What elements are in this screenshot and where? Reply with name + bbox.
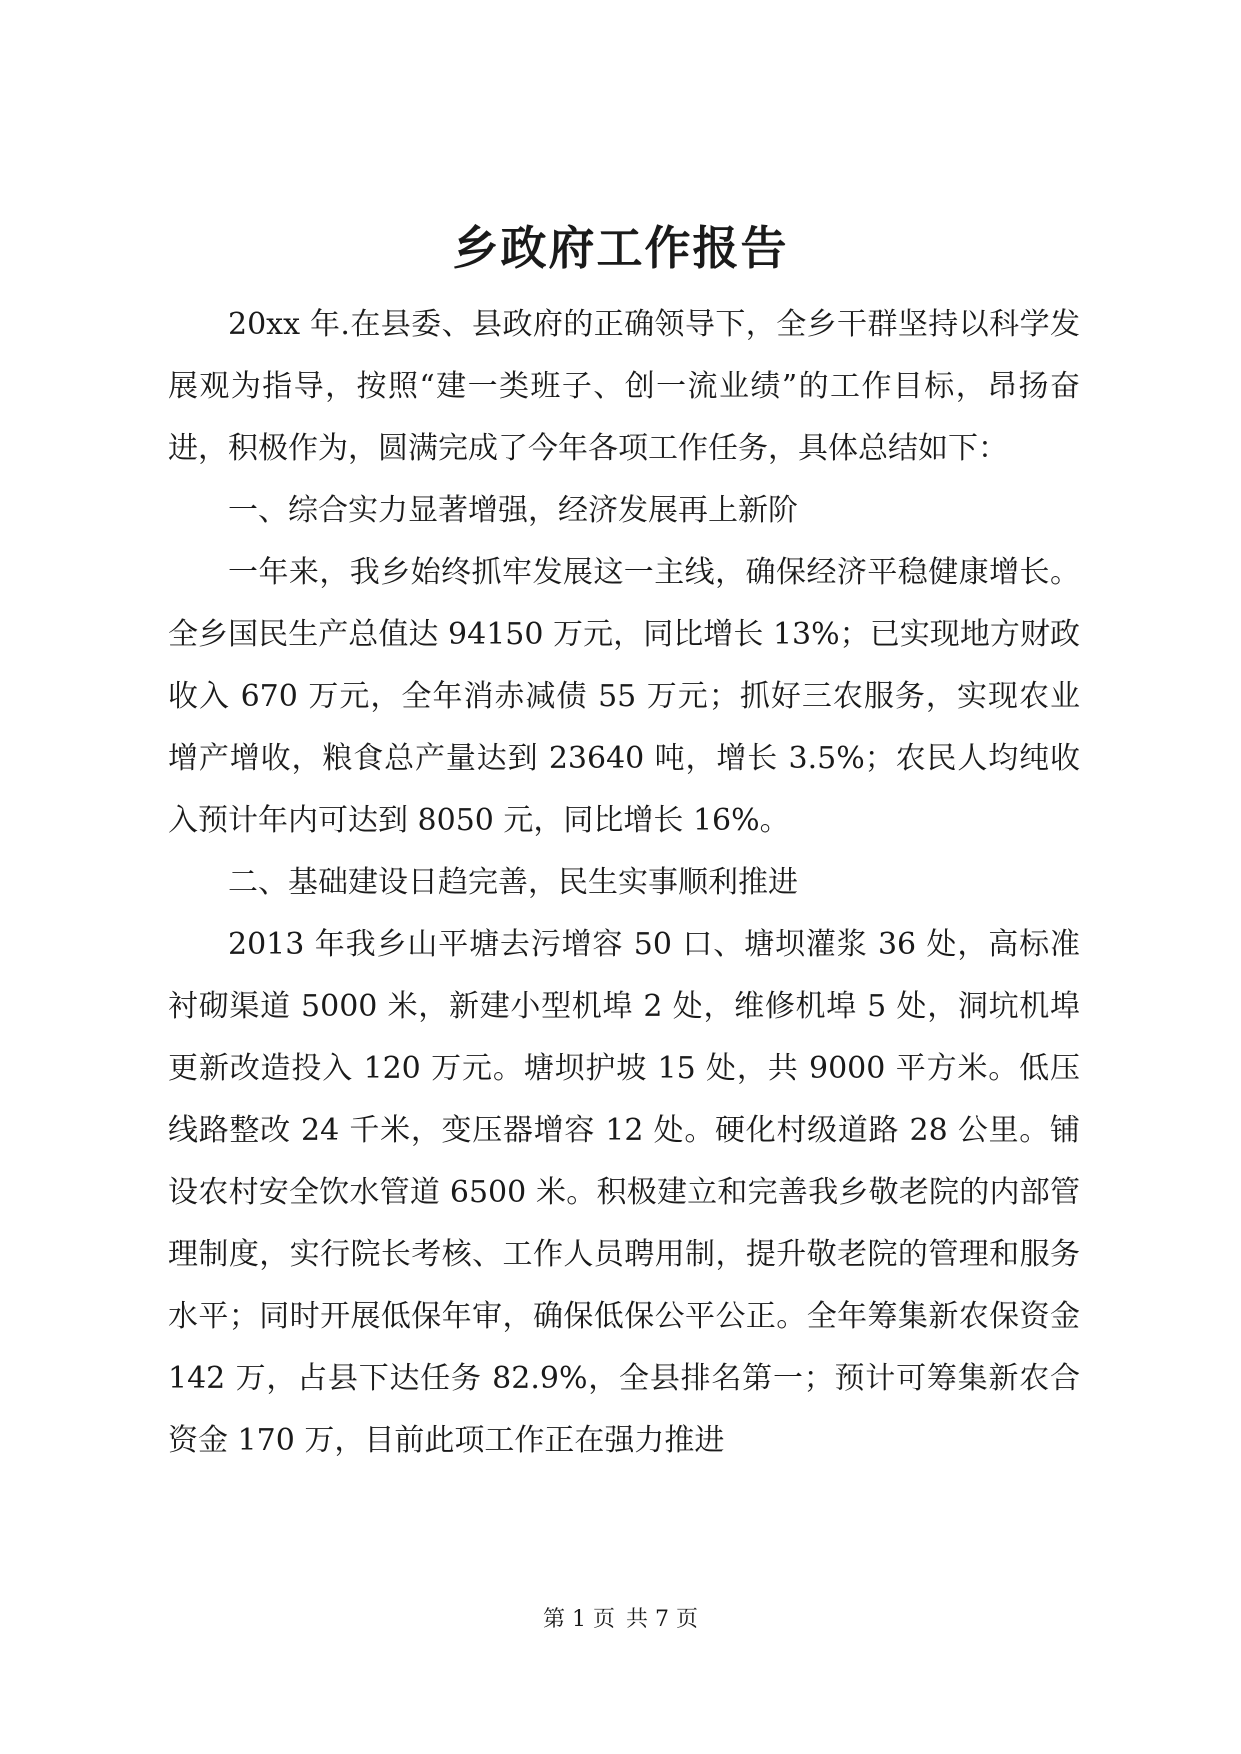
page-total: 共 7 页 [626, 1607, 698, 1632]
paragraph-economy: 一年来，我乡始终抓牢发展这一主线，确保经济平稳健康增长。全乡国民生产总值达 94150 万元，同比增长 13%；已实现地方财政收入 670 万元，全年消赤减债 55 万元；抓好三农服务，实现农业增产增收，粮食总产量达到 23640 吨，增长 3.5%；农民人均纯收入预计年内可达到 8050 元，同比增长 16%。 [168, 555, 1080, 838]
page-number: 第 1 页 [543, 1607, 615, 1632]
paragraph-infrastructure: 2013 年我乡山平塘去污增容 50 口、塘坝灌浆 36 处，高标准衬砌渠道 5000 米，新建小型机埠 2 处，维修机埠 5 处，洞坑机埠更新改造投入 120 万元。塘坝护坡 15 处，共 9000 平方米。低压线路整改 24 千米，变压器增容 12 处。硬化村级道路 28 公里。铺设农村安全饮水管道 6500 米。积极建立和完善我乡敬老院的内部管理制度，实行院长考核、工作人员聘用制，提升敬老院的管理和服务水平；同时开展低保年审，确保低保公平公正。全年筹集新农保资金 142 万，占县下达任务 82.9%，全县排名第一；预计可筹集新农合资金 170 万，目前此项工作正在强力推进 [168, 927, 1080, 1458]
paragraph-intro: 20xx 年.在县委、县政府的正确领导下，全乡干群坚持以科学发展观为指导，按照“建一类班子、创一流业绩”的工作目标，昂扬奋进，积极作为，圆满完成了今年各项工作任务，具体总结如下： [168, 307, 1080, 466]
document-title: 乡政府工作报告 [452, 221, 789, 275]
section-heading-1: 一、综合实力显著增强，经济发展再上新阶 [228, 493, 798, 528]
page-footer [0, 1605, 1241, 1635]
document-body [168, 294, 1080, 1472]
section-heading-2: 二、基础建设日趋完善，民生实事顺利推进 [228, 865, 798, 900]
